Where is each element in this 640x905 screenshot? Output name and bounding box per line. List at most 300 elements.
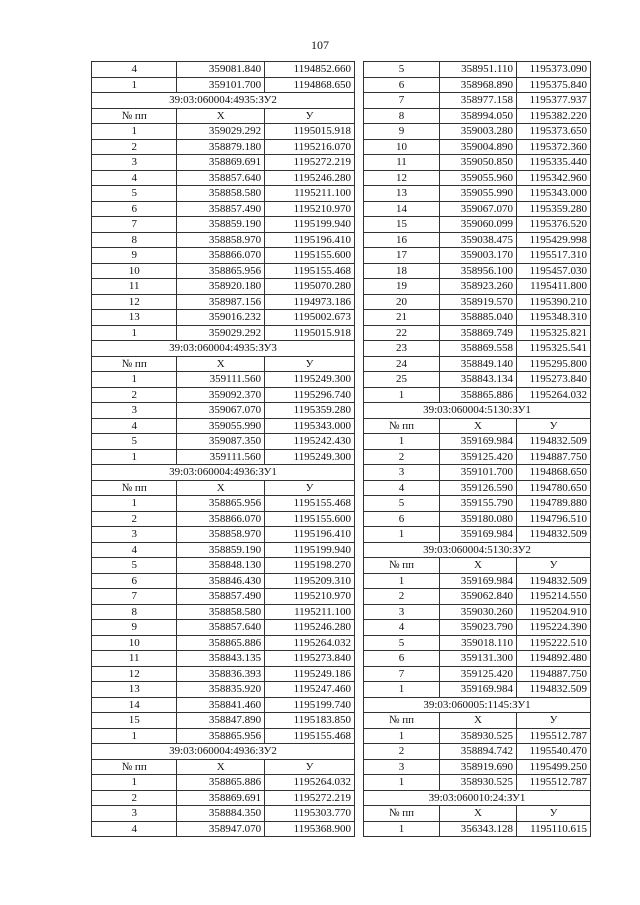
table-row — [364, 666, 591, 682]
x-coordinate: 358920.180 — [177, 279, 265, 295]
x-coordinate: 358866.070 — [177, 511, 265, 527]
table-row — [364, 108, 591, 124]
point-number: 1 — [92, 728, 177, 744]
point-number: 1 — [364, 821, 440, 837]
y-coordinate: 1195273.840 — [265, 651, 355, 667]
y-coordinate: 1195183.850 — [265, 713, 355, 729]
point-number: 5 — [92, 186, 177, 202]
point-number: 14 — [364, 201, 440, 217]
y-coordinate: 1194887.750 — [517, 666, 591, 682]
column-header-row — [364, 418, 591, 434]
point-number: 11 — [364, 155, 440, 171]
x-coordinate: 358841.460 — [177, 697, 265, 713]
y-coordinate: 1195199.740 — [265, 697, 355, 713]
point-number: 2 — [364, 449, 440, 465]
x-coordinate: 359023.790 — [440, 620, 517, 636]
y-coordinate: 1194868.650 — [517, 465, 591, 481]
y-coordinate: 1195199.940 — [265, 217, 355, 233]
x-coordinate: 358857.490 — [177, 201, 265, 217]
point-number: 10 — [364, 139, 440, 155]
x-coordinate: 359101.700 — [440, 465, 517, 481]
y-coordinate: 1195110.615 — [517, 821, 591, 837]
y-coordinate: 1194852.660 — [265, 62, 355, 78]
coordinates-table-right — [363, 61, 591, 837]
column-header-y: У — [265, 759, 355, 775]
table-row — [364, 93, 591, 109]
point-number: 6 — [364, 77, 440, 93]
y-coordinate: 1195429.998 — [517, 232, 591, 248]
point-number: 1 — [92, 775, 177, 791]
point-number: 7 — [364, 93, 440, 109]
y-coordinate: 1195296.740 — [265, 387, 355, 403]
table-row — [364, 465, 591, 481]
point-number: 2 — [364, 589, 440, 605]
y-coordinate: 1195242.430 — [265, 434, 355, 450]
x-coordinate: 358977.158 — [440, 93, 517, 109]
y-coordinate: 1195499.250 — [517, 759, 591, 775]
table-row — [364, 821, 591, 837]
table-row — [364, 651, 591, 667]
table-row — [92, 155, 355, 171]
y-coordinate: 1195377.937 — [517, 93, 591, 109]
x-coordinate: 359169.984 — [440, 682, 517, 698]
point-number: 13 — [92, 310, 177, 326]
x-coordinate: 358919.690 — [440, 759, 517, 775]
x-coordinate: 358857.640 — [177, 170, 265, 186]
column-header-no: № пп — [364, 558, 440, 574]
table-row — [92, 403, 355, 419]
table-row — [364, 682, 591, 698]
column-header-y: У — [265, 356, 355, 372]
x-coordinate: 359111.560 — [177, 372, 265, 388]
table-row — [364, 341, 591, 357]
column-header-y: У — [517, 806, 591, 822]
point-number: 7 — [92, 589, 177, 605]
point-number: 1 — [92, 77, 177, 93]
x-coordinate: 359050.850 — [440, 155, 517, 171]
column-header-row — [364, 806, 591, 822]
point-number: 12 — [364, 170, 440, 186]
point-number: 1 — [364, 775, 440, 791]
x-coordinate: 358930.525 — [440, 775, 517, 791]
x-coordinate: 359101.700 — [177, 77, 265, 93]
y-coordinate: 1194887.750 — [517, 449, 591, 465]
point-number: 1 — [92, 325, 177, 341]
y-coordinate: 1195002.673 — [265, 310, 355, 326]
point-number: 24 — [364, 356, 440, 372]
table-row — [92, 387, 355, 403]
column-header-row — [92, 108, 355, 124]
x-coordinate: 358919.570 — [440, 294, 517, 310]
x-coordinate: 358884.350 — [177, 806, 265, 822]
table-row — [92, 325, 355, 341]
table-row — [92, 666, 355, 682]
x-coordinate: 358865.956 — [177, 728, 265, 744]
x-coordinate: 359169.984 — [440, 434, 517, 450]
y-coordinate: 1195372.360 — [517, 139, 591, 155]
point-number: 3 — [364, 465, 440, 481]
point-number: 1 — [364, 728, 440, 744]
table-row — [92, 713, 355, 729]
table-row — [92, 263, 355, 279]
y-coordinate: 1195343.000 — [517, 186, 591, 202]
x-coordinate: 358869.749 — [440, 325, 517, 341]
x-coordinate: 359003.170 — [440, 248, 517, 264]
y-coordinate: 1194780.650 — [517, 480, 591, 496]
point-number: 11 — [92, 279, 177, 295]
point-number: 5 — [92, 434, 177, 450]
x-coordinate: 358923.260 — [440, 279, 517, 295]
x-coordinate: 358836.393 — [177, 666, 265, 682]
x-coordinate: 358968.890 — [440, 77, 517, 93]
point-number: 8 — [92, 604, 177, 620]
y-coordinate: 1194832.509 — [517, 527, 591, 543]
y-coordinate: 1195246.280 — [265, 620, 355, 636]
column-header-y: У — [517, 713, 591, 729]
parcel-id: 39:03:060004:4935:ЗУ3 — [92, 341, 355, 357]
x-coordinate: 358857.640 — [177, 620, 265, 636]
table-row — [364, 77, 591, 93]
parcel-section-header — [364, 403, 591, 419]
table-row — [364, 434, 591, 450]
column-header-y: У — [265, 108, 355, 124]
y-coordinate: 1195517.310 — [517, 248, 591, 264]
table-row — [92, 139, 355, 155]
table-row — [364, 775, 591, 791]
y-coordinate: 1195272.219 — [265, 790, 355, 806]
x-coordinate: 359038.475 — [440, 232, 517, 248]
table-row — [364, 589, 591, 605]
point-number: 21 — [364, 310, 440, 326]
table-row — [92, 77, 355, 93]
table-row — [364, 573, 591, 589]
y-coordinate: 1195342.960 — [517, 170, 591, 186]
x-coordinate: 359029.292 — [177, 325, 265, 341]
y-coordinate: 1195373.090 — [517, 62, 591, 78]
x-coordinate: 359055.990 — [177, 418, 265, 434]
parcel-id: 39:03:060004:4936:ЗУ1 — [92, 465, 355, 481]
table-row — [364, 356, 591, 372]
x-coordinate: 359029.292 — [177, 124, 265, 140]
table-row — [92, 434, 355, 450]
column-header-y: У — [265, 480, 355, 496]
x-coordinate: 358859.190 — [177, 217, 265, 233]
parcel-id: 39:03:060004:4935:ЗУ2 — [92, 93, 355, 109]
table-row — [364, 124, 591, 140]
table-row — [364, 759, 591, 775]
y-coordinate: 1194796.510 — [517, 511, 591, 527]
point-number: 16 — [364, 232, 440, 248]
x-coordinate: 358846.430 — [177, 573, 265, 589]
column-header-x: X — [440, 713, 517, 729]
y-coordinate: 1195211.100 — [265, 604, 355, 620]
column-header-row — [92, 759, 355, 775]
y-coordinate: 1195273.840 — [517, 372, 591, 388]
table-row — [92, 279, 355, 295]
table-row — [92, 496, 355, 512]
table-row — [364, 527, 591, 543]
x-coordinate: 359125.420 — [440, 449, 517, 465]
column-header-no: № пп — [92, 108, 177, 124]
table-row — [364, 186, 591, 202]
x-coordinate: 358865.886 — [177, 635, 265, 651]
table-row — [92, 604, 355, 620]
point-number: 17 — [364, 248, 440, 264]
table-row — [92, 620, 355, 636]
x-coordinate: 359155.790 — [440, 496, 517, 512]
table-row — [92, 294, 355, 310]
column-header-x: X — [440, 418, 517, 434]
point-number: 25 — [364, 372, 440, 388]
y-coordinate: 1195216.070 — [265, 139, 355, 155]
y-coordinate: 1195512.787 — [517, 775, 591, 791]
point-number: 5 — [364, 496, 440, 512]
y-coordinate: 1195325.821 — [517, 325, 591, 341]
y-coordinate: 1195155.468 — [265, 728, 355, 744]
y-coordinate: 1194789.880 — [517, 496, 591, 512]
column-header-no: № пп — [364, 806, 440, 822]
point-number: 4 — [92, 170, 177, 186]
table-row — [364, 155, 591, 171]
x-coordinate: 359060.099 — [440, 217, 517, 233]
x-coordinate: 359062.840 — [440, 589, 517, 605]
y-coordinate: 1195070.280 — [265, 279, 355, 295]
point-number: 4 — [92, 542, 177, 558]
parcel-id: 39:03:060004:5130:ЗУ2 — [364, 542, 591, 558]
y-coordinate: 1194832.509 — [517, 573, 591, 589]
x-coordinate: 358956.100 — [440, 263, 517, 279]
column-header-row — [92, 356, 355, 372]
x-coordinate: 356343.128 — [440, 821, 517, 837]
y-coordinate: 1195015.918 — [265, 124, 355, 140]
x-coordinate: 358835.920 — [177, 682, 265, 698]
column-header-row — [364, 558, 591, 574]
x-coordinate: 358865.886 — [440, 387, 517, 403]
parcel-section-header — [92, 744, 355, 760]
x-coordinate: 358930.525 — [440, 728, 517, 744]
y-coordinate: 1194973.186 — [265, 294, 355, 310]
y-coordinate: 1195390.210 — [517, 294, 591, 310]
table-row — [364, 480, 591, 496]
y-coordinate: 1195222.510 — [517, 635, 591, 651]
column-header-row — [364, 713, 591, 729]
point-number: 9 — [364, 124, 440, 140]
x-coordinate: 358859.190 — [177, 542, 265, 558]
x-coordinate: 359016.232 — [177, 310, 265, 326]
table-row — [364, 449, 591, 465]
table-row — [364, 728, 591, 744]
y-coordinate: 1195264.032 — [265, 775, 355, 791]
parcel-section-header — [92, 465, 355, 481]
parcel-section-header — [364, 542, 591, 558]
x-coordinate: 358879.180 — [177, 139, 265, 155]
y-coordinate: 1195204.910 — [517, 604, 591, 620]
column-header-no: № пп — [364, 418, 440, 434]
x-coordinate: 359030.260 — [440, 604, 517, 620]
point-number: 1 — [92, 372, 177, 388]
x-coordinate: 358858.970 — [177, 527, 265, 543]
x-coordinate: 359169.984 — [440, 573, 517, 589]
column-header-x: X — [440, 806, 517, 822]
point-number: 15 — [92, 713, 177, 729]
table-row — [364, 496, 591, 512]
table-row — [92, 449, 355, 465]
y-coordinate: 1195155.468 — [265, 496, 355, 512]
point-number: 3 — [364, 604, 440, 620]
x-coordinate: 359126.590 — [440, 480, 517, 496]
point-number: 23 — [364, 341, 440, 357]
table-row — [364, 604, 591, 620]
y-coordinate: 1195359.280 — [265, 403, 355, 419]
x-coordinate: 358951.110 — [440, 62, 517, 78]
table-row — [92, 682, 355, 698]
x-coordinate: 358866.070 — [177, 248, 265, 264]
column-header-x: X — [177, 356, 265, 372]
table-row — [92, 186, 355, 202]
table-row — [92, 217, 355, 233]
table-row — [364, 139, 591, 155]
column-header-y: У — [517, 558, 591, 574]
table-row — [364, 635, 591, 651]
parcel-id: 39:03:060010:24:ЗУ1 — [364, 790, 591, 806]
table-row — [364, 232, 591, 248]
column-header-y: У — [517, 418, 591, 434]
point-number: 3 — [364, 759, 440, 775]
x-coordinate: 358865.886 — [177, 775, 265, 791]
point-number: 1 — [364, 434, 440, 450]
y-coordinate: 1195295.800 — [517, 356, 591, 372]
parcel-id: 39:03:060004:4936:ЗУ2 — [92, 744, 355, 760]
point-number: 9 — [92, 620, 177, 636]
parcel-section-header — [364, 790, 591, 806]
y-coordinate: 1195214.550 — [517, 589, 591, 605]
y-coordinate: 1195246.280 — [265, 170, 355, 186]
point-number: 1 — [92, 124, 177, 140]
point-number: 18 — [364, 263, 440, 279]
x-coordinate: 359018.110 — [440, 635, 517, 651]
point-number: 19 — [364, 279, 440, 295]
table-row — [92, 558, 355, 574]
x-coordinate: 359169.984 — [440, 527, 517, 543]
coordinates-table-left — [91, 61, 355, 837]
x-coordinate: 358894.742 — [440, 744, 517, 760]
x-coordinate: 358849.140 — [440, 356, 517, 372]
y-coordinate: 1195368.900 — [265, 821, 355, 837]
point-number: 15 — [364, 217, 440, 233]
y-coordinate: 1195373.650 — [517, 124, 591, 140]
table-row — [92, 775, 355, 791]
x-coordinate: 358885.040 — [440, 310, 517, 326]
y-coordinate: 1195196.410 — [265, 232, 355, 248]
x-coordinate: 358994.050 — [440, 108, 517, 124]
point-number: 2 — [364, 744, 440, 760]
x-coordinate: 358987.156 — [177, 294, 265, 310]
point-number: 4 — [364, 480, 440, 496]
table-row — [364, 620, 591, 636]
point-number: 10 — [92, 263, 177, 279]
point-number: 4 — [92, 821, 177, 837]
table-row — [92, 821, 355, 837]
y-coordinate: 1195325.541 — [517, 341, 591, 357]
y-coordinate: 1195210.970 — [265, 589, 355, 605]
x-coordinate: 359055.990 — [440, 186, 517, 202]
column-header-x: X — [177, 480, 265, 496]
point-number: 2 — [92, 790, 177, 806]
point-number: 5 — [364, 635, 440, 651]
table-row — [92, 310, 355, 326]
x-coordinate: 359111.560 — [177, 449, 265, 465]
column-header-x: X — [177, 759, 265, 775]
column-header-no: № пп — [92, 480, 177, 496]
x-coordinate: 359180.080 — [440, 511, 517, 527]
x-coordinate: 359067.070 — [177, 403, 265, 419]
y-coordinate: 1195457.030 — [517, 263, 591, 279]
x-coordinate: 358843.135 — [177, 651, 265, 667]
table-row — [364, 217, 591, 233]
point-number: 6 — [364, 651, 440, 667]
y-coordinate: 1195247.460 — [265, 682, 355, 698]
point-number: 5 — [92, 558, 177, 574]
point-number: 2 — [92, 387, 177, 403]
x-coordinate: 358858.580 — [177, 186, 265, 202]
point-number: 12 — [92, 666, 177, 682]
y-coordinate: 1195209.310 — [265, 573, 355, 589]
page-number: 107 — [311, 38, 329, 52]
y-coordinate: 1195155.600 — [265, 248, 355, 264]
table-row — [92, 201, 355, 217]
table-row — [92, 790, 355, 806]
table-row — [92, 170, 355, 186]
table-row — [92, 511, 355, 527]
x-coordinate: 358865.956 — [177, 263, 265, 279]
y-coordinate: 1195249.186 — [265, 666, 355, 682]
table-row — [364, 372, 591, 388]
column-header-no: № пп — [92, 759, 177, 775]
y-coordinate: 1195199.940 — [265, 542, 355, 558]
x-coordinate: 359067.070 — [440, 201, 517, 217]
y-coordinate: 1195211.100 — [265, 186, 355, 202]
x-coordinate: 358865.956 — [177, 496, 265, 512]
x-coordinate: 359055.960 — [440, 170, 517, 186]
point-number: 9 — [92, 248, 177, 264]
point-number: 4 — [92, 62, 177, 78]
column-header-x: X — [177, 108, 265, 124]
point-number: 3 — [92, 403, 177, 419]
point-number: 1 — [364, 387, 440, 403]
table-row — [364, 744, 591, 760]
y-coordinate: 1194868.650 — [265, 77, 355, 93]
point-number: 2 — [92, 511, 177, 527]
point-number: 1 — [364, 527, 440, 543]
y-coordinate: 1195359.280 — [517, 201, 591, 217]
column-header-no: № пп — [364, 713, 440, 729]
point-number: 6 — [92, 201, 177, 217]
y-coordinate: 1195155.468 — [265, 263, 355, 279]
parcel-id: 39:03:060004:5130:ЗУ1 — [364, 403, 591, 419]
point-number: 10 — [92, 635, 177, 651]
point-number: 7 — [364, 666, 440, 682]
x-coordinate: 359087.350 — [177, 434, 265, 450]
x-coordinate: 358869.691 — [177, 790, 265, 806]
point-number: 8 — [364, 108, 440, 124]
y-coordinate: 1195540.470 — [517, 744, 591, 760]
x-coordinate: 358869.558 — [440, 341, 517, 357]
table-row — [92, 635, 355, 651]
point-number: 1 — [92, 449, 177, 465]
y-coordinate: 1195198.270 — [265, 558, 355, 574]
x-coordinate: 359131.300 — [440, 651, 517, 667]
point-number: 2 — [92, 139, 177, 155]
